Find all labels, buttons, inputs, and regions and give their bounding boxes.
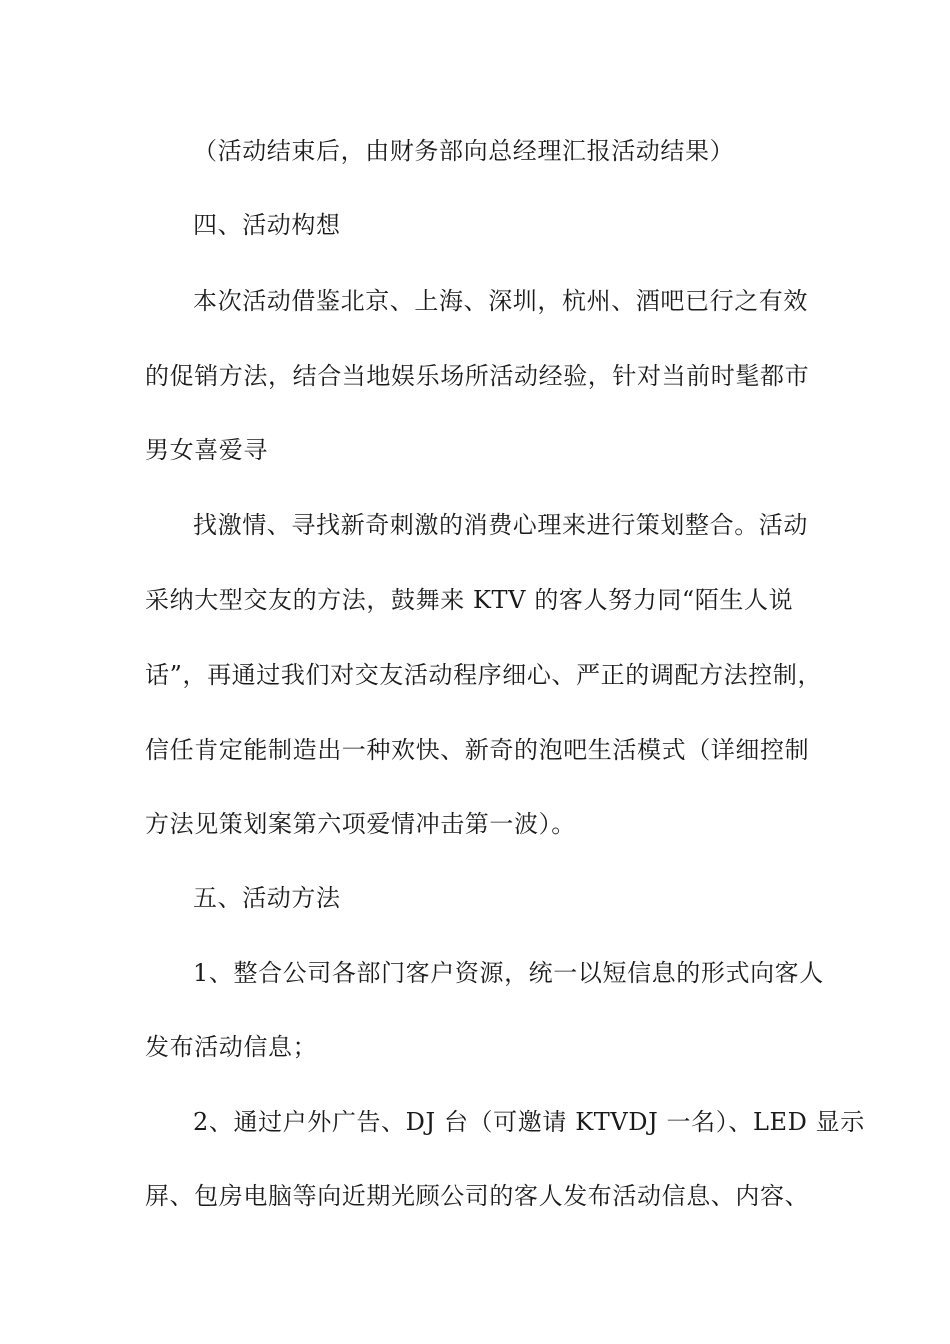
paragraph-line: 方法见策划案第六项爱情冲击第一波）。	[145, 810, 576, 838]
paragraph-line: 男女喜爱寻	[145, 436, 268, 464]
paragraph-line: 话”，再通过我们对交友活动程序细心、严正的调配方法控制，	[145, 661, 823, 689]
paragraph-line: 信任肯定能制造出一种欢快、新奇的泡吧生活模式（详细控制	[145, 736, 810, 764]
section-heading: 五、活动方法	[193, 884, 341, 912]
paragraph-line: 采纳大型交友的方法，鼓舞来 KTV 的客人努力同“陌生人说	[145, 586, 794, 614]
list-item-line: 发布活动信息；	[145, 1033, 318, 1061]
list-item-line: 1、整合公司各部门客户资源，统一以短信息的形式向客人	[193, 959, 824, 987]
paragraph-line: （活动结束后，由财务部向总经理汇报活动结果）	[193, 137, 735, 165]
paragraph-line: 找激情、寻找新奇刺激的消费心理来进行策划整合。活动	[193, 511, 808, 539]
list-item-line: 2、通过户外广告、DJ 台（可邀请 KTVDJ 一名）、LED 显示	[193, 1108, 865, 1136]
paragraph-line: 的促销方法，结合当地娱乐场所活动经验，针对当前时髦都市	[145, 362, 810, 390]
paragraph-line: 本次活动借鉴北京、上海、深圳，杭州、酒吧已行之有效	[193, 287, 808, 315]
list-item-line: 屏、包房电脑等向近期光顾公司的客人发布活动信息、内容、	[145, 1182, 810, 1210]
section-heading: 四、活动构想	[193, 211, 341, 239]
